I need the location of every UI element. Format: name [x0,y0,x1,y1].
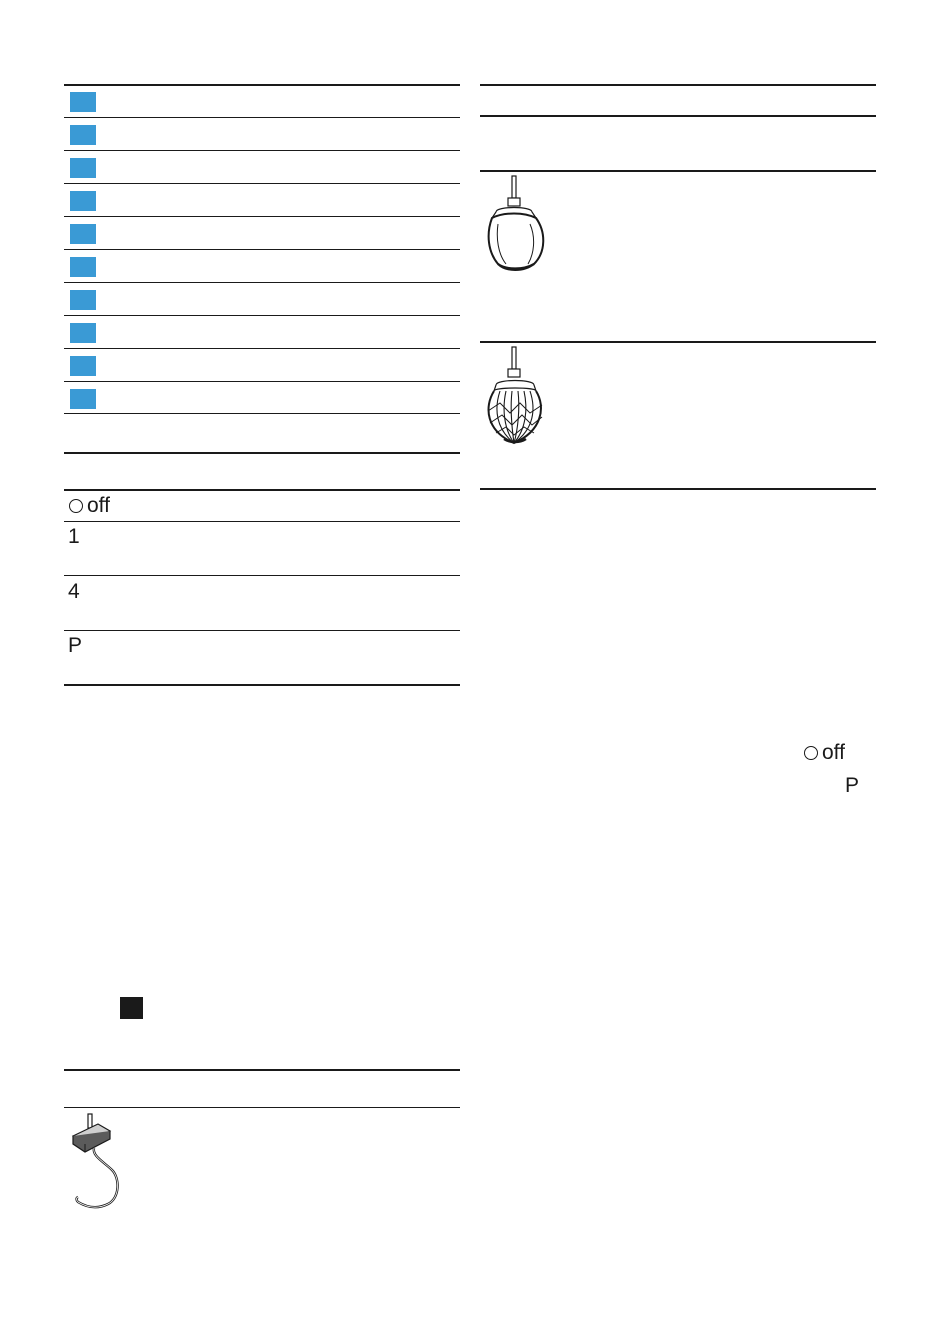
right-table-heading-rule [480,115,876,117]
parts-table-top-rule [64,84,460,86]
part-marker-1 [70,92,96,112]
parts-row-rule [64,117,460,118]
parts-row-rule [64,216,460,217]
inline-speed-p: P [845,774,860,797]
inline-speed-off: off [804,741,845,765]
speed-4-label: 4 [68,580,80,603]
parts-row-rule [64,413,460,414]
stop-square-icon [120,997,143,1019]
speed-off-label: off [69,494,110,518]
part-marker-9 [70,356,96,376]
speed-table-heading-rule [64,452,460,454]
circle-icon [69,499,83,513]
tools-table-heading-rule [64,1069,460,1071]
right-table-top-rule [480,84,876,86]
speed-row-rule [64,630,460,631]
part-marker-3 [70,158,96,178]
part-marker-6 [70,257,96,277]
beating-whisk-icon [484,345,550,449]
right-table-row-rule [480,170,876,172]
stirring-whisk-icon [484,174,550,278]
part-marker-7 [70,290,96,310]
parts-row-rule [64,183,460,184]
circle-icon [804,746,818,760]
parts-row-rule [64,348,460,349]
parts-row-rule [64,315,460,316]
parts-row-rule [64,249,460,250]
kneading-hook-icon [64,1110,128,1214]
part-marker-5 [70,224,96,244]
parts-row-rule [64,381,460,382]
speed-1-label: 1 [68,525,80,548]
right-table-bottom-rule [480,488,876,490]
part-marker-8 [70,323,96,343]
speed-table-top-rule [64,489,460,491]
part-marker-10 [70,389,96,409]
speed-table-bottom-rule [64,684,460,686]
parts-row-rule [64,150,460,151]
parts-row-rule [64,282,460,283]
speed-row-rule [64,575,460,576]
speed-p-label: P [68,634,83,657]
right-table-row-rule [480,341,876,343]
speed-row-rule [64,521,460,522]
part-marker-2 [70,125,96,145]
tools-table-top-rule [64,1107,460,1108]
part-marker-4 [70,191,96,211]
